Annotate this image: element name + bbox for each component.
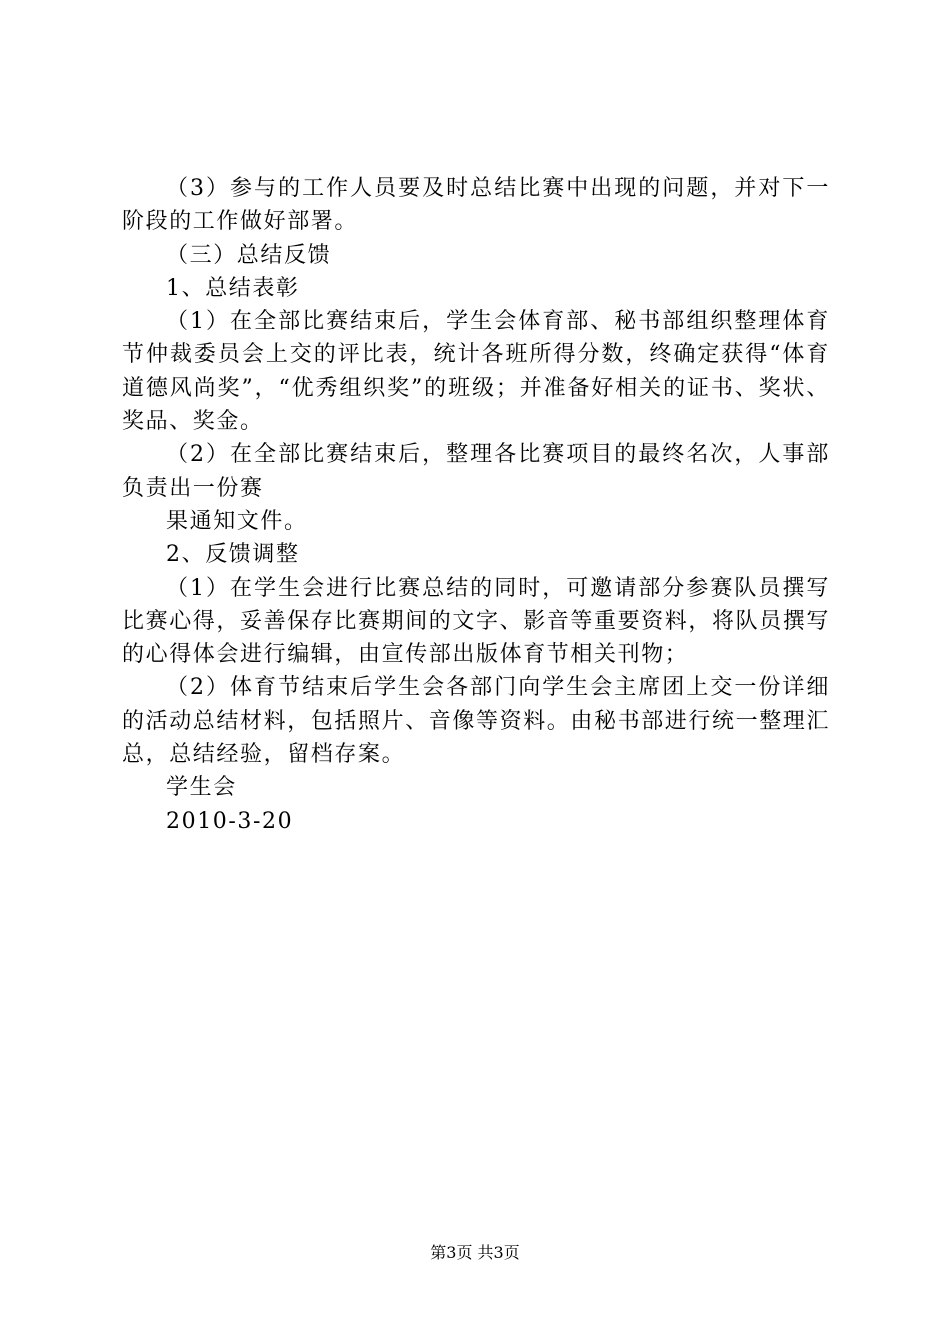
paragraph-summary-issues: （3）参与的工作人员要及时总结比赛中出现的问题，并对下一阶段的工作做好部署。 xyxy=(122,176,830,235)
subheading-commendation: 1、总结表彰 xyxy=(166,275,300,301)
signature-date: 2010-3-20 xyxy=(166,808,294,834)
paragraph-feedback-2: （2）体育节结束后学生会各部门向学生会主席团上交一份详细的活动总结材料，包括照片、音像等资料。由秘书部进行统一整理汇总，总结经验，留档存案。 xyxy=(122,675,831,768)
heading-summary-feedback: （三）总结反馈 xyxy=(166,242,332,268)
page-number: 第3页 共3页 xyxy=(430,1243,520,1262)
paragraph-commendation-2: （2）在全部比赛结束后，整理各比赛项目的最终名次，人事部负责出一份赛 xyxy=(122,442,830,501)
paragraph-feedback-1: （1）在学生会进行比赛总结的同时，可邀请部分参赛队员撰写比赛心得，妥善保存比赛期间的文字、影音等重要资料，将队员撰写的心得体会进行编辑，由宣传部出版体育节相关刊物； xyxy=(122,575,831,668)
signature-organization: 学生会 xyxy=(166,775,237,801)
document-body xyxy=(122,172,830,838)
paragraph-commendation-1: （1）在全部比赛结束后，学生会体育部、秘书部组织整理体育节仲裁委员会上交的评比表，统计各班所得分数，终确定获得“体育道德风尚奖”，“优秀组织奖”的班级；并准备好相关的证书、奖状、奖品、奖金。 xyxy=(122,309,830,435)
paragraph-commendation-2-continued: 果通知文件。 xyxy=(166,508,308,534)
subheading-feedback-adjustment: 2、反馈调整 xyxy=(166,542,300,568)
